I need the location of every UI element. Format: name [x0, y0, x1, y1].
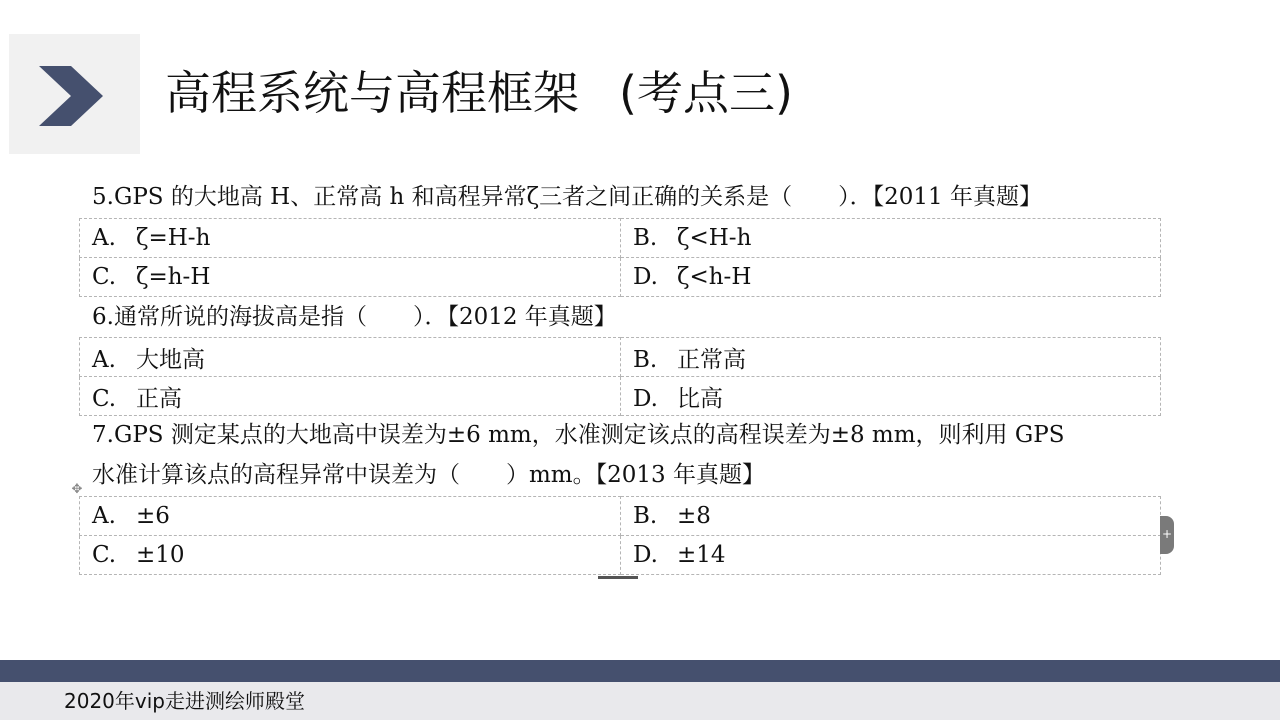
option-text: ζ<H-h [677, 225, 752, 251]
table-resize-handle[interactable] [598, 576, 638, 579]
add-row-handle[interactable] [1160, 516, 1174, 554]
slide-title [165, 58, 793, 128]
table-move-handle-icon[interactable]: ✥ [71, 482, 83, 497]
option-d [621, 258, 1161, 297]
slide-title-suffix: (考点三) [619, 66, 793, 120]
option-key: B. [633, 503, 658, 529]
footer [0, 660, 1280, 720]
option-key: A. [92, 346, 116, 373]
option-b [621, 497, 1161, 536]
option-key: D. [633, 264, 658, 290]
footer-accent-bar [0, 660, 1280, 682]
question-7-options [79, 496, 1161, 575]
option-a [80, 219, 621, 258]
option-text: ±6 [136, 503, 170, 529]
option-text: 大地高 [136, 346, 205, 373]
option-key: B. [633, 346, 658, 373]
option-a [80, 338, 621, 377]
option-text: 正常高 [677, 346, 746, 373]
logo-box [9, 34, 140, 154]
option-c [80, 258, 621, 297]
question-7-stem-line-1: 7.GPS 测定某点的大地高中误差为±6 mm，水准测定该点的高程误差为±8 mm，则利用 GPS [92, 422, 1065, 448]
option-c [80, 377, 621, 416]
option-text: ±10 [136, 542, 185, 568]
option-b [621, 338, 1161, 377]
option-key: C. [92, 542, 117, 568]
option-text: 正高 [136, 385, 182, 412]
option-text: ±14 [677, 542, 726, 568]
option-key: A. [92, 503, 116, 529]
option-text: ζ=H-h [136, 225, 211, 251]
option-b [621, 219, 1161, 258]
option-key: B. [633, 225, 658, 251]
option-key: C. [92, 264, 117, 290]
question-6-stem: 6.通常所说的海拔高是指（ ）．【2012 年真题】 [92, 304, 617, 330]
option-a [80, 497, 621, 536]
option-text: 比高 [677, 385, 723, 412]
option-text: ζ=h-H [136, 264, 211, 290]
option-d [621, 536, 1161, 575]
table-row [80, 497, 1161, 536]
question-5-options [79, 218, 1161, 297]
option-c [80, 536, 621, 575]
question-6-options [79, 337, 1161, 416]
footer-text: 2020年vip走进测绘师殿堂 [64, 689, 305, 713]
plus-icon: + [1162, 527, 1173, 541]
table-row [80, 338, 1161, 377]
question-5-stem: 5.GPS 的大地高 H、正常高 h 和高程异常ζ三者之间正确的关系是（ ）．【2011 年真题】 [92, 184, 1042, 210]
option-text: ±8 [677, 503, 711, 529]
chevron-right-icon [37, 64, 107, 128]
question-7-stem-line-2: 水准计算该点的高程异常中误差为（ ）mm。【2013 年真题】 [92, 462, 765, 488]
option-key: D. [633, 542, 658, 568]
table-row [80, 377, 1161, 416]
option-key: C. [92, 385, 117, 412]
option-d [621, 377, 1161, 416]
option-key: D. [633, 385, 658, 412]
slide-title-text: 高程系统与高程框架 [165, 66, 579, 120]
table-row [80, 258, 1161, 297]
option-text: ζ<h-H [677, 264, 752, 290]
table-row [80, 219, 1161, 258]
table-row [80, 536, 1161, 575]
option-key: A. [92, 225, 116, 251]
